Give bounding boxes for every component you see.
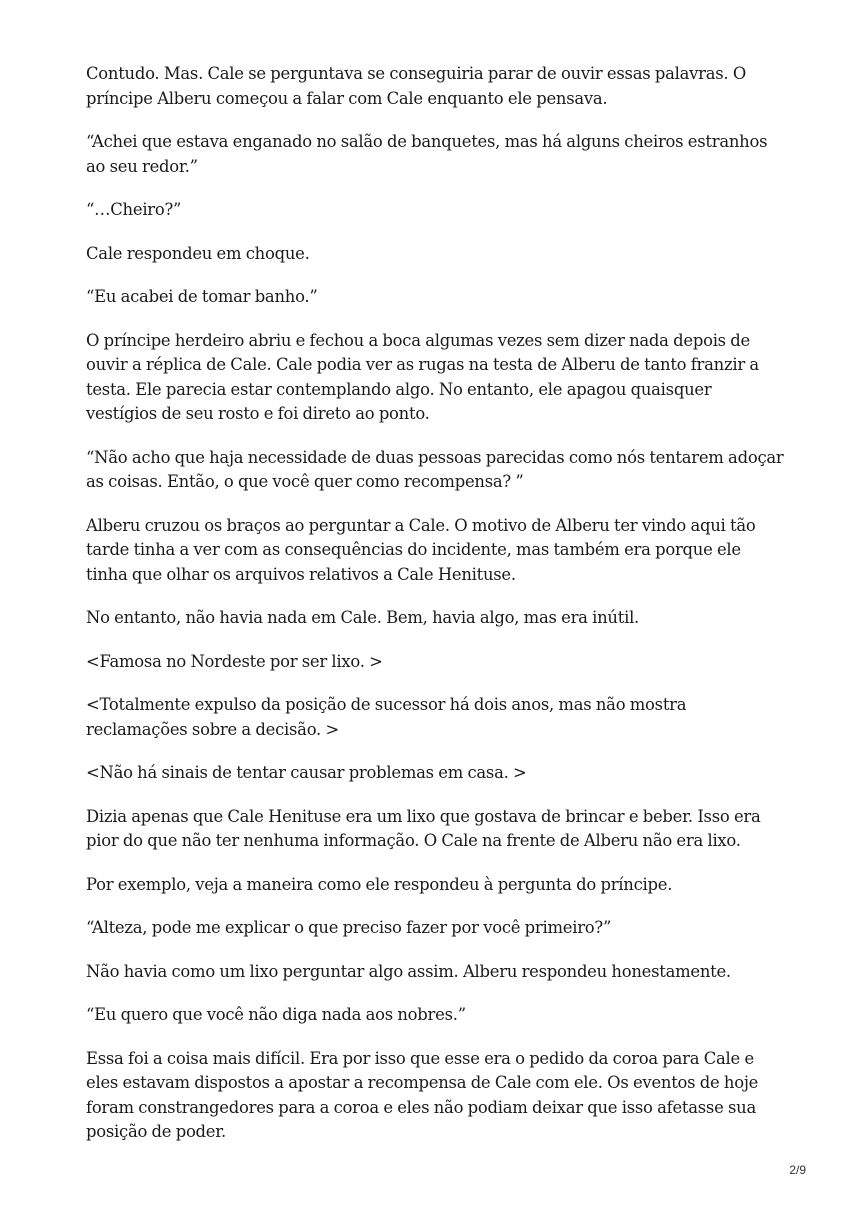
paragraph-8: Alberu cruzou os braços ao perguntar a Cale. O motivo de Alberu ter vindo aqui tão tarde tinha a ver com as consequências do incidente, mas também era porque ele tinha que olhar os arquivos relativos a Cale Henituse. (86, 515, 756, 584)
paragraph-1: Contudo. Mas. Cale se perguntava se conseguiria parar de ouvir essas palavras. O príncipe Alberu começou a falar com Cale enquanto ele pensava. (86, 64, 747, 108)
paragraph-7: “Não acho que haja necessidade de duas pessoas parecidas como nós tentarem adoçar as coisas. Então, o que você quer como recompensa? ” (86, 447, 784, 491)
paragraph-15: “Alteza, pode me explicar o que preciso fazer por você primeiro?” (86, 918, 612, 937)
page-number: 2/9 (789, 1163, 806, 1177)
paragraph-3: “…Cheiro?” (86, 200, 182, 219)
paragraph-9: No entanto, não havia nada em Cale. Bem, havia algo, mas era inútil. (86, 608, 640, 627)
paragraph-12: <Não há sinais de tentar causar problemas em casa. > (86, 763, 527, 782)
paragraph-4: Cale respondeu em choque. (86, 243, 310, 263)
document-page (86, 62, 786, 1164)
paragraph-14: Por exemplo, veja a maneira como ele respondeu à pergunta do príncipe. (86, 874, 673, 894)
paragraph-6: O príncipe herdeiro abriu e fechou a boca algumas vezes sem dizer nada depois de ouvir a réplica de Cale. Cale podia ver as rugas na testa de Alberu de tanto franzir a testa. Ele parecia estar contemplando algo. No entanto, ele apagou quaisquer vestígios de seu rosto e foi direto ao ponto. (86, 330, 759, 423)
paragraph-5: “Eu acabei de tomar banho.” (86, 287, 318, 306)
paragraph-10: <Famosa no Nordeste por ser lixo. > (86, 651, 383, 671)
paragraph-16: Não havia como um lixo perguntar algo assim. Alberu respondeu honestamente. (86, 961, 731, 981)
paragraph-2: “Achei que estava enganado no salão de banquetes, mas há alguns cheiros estranhos ao seu redor.” (86, 132, 768, 176)
paragraph-13: Dizia apenas que Cale Henituse era um lixo que gostava de brincar e beber. Isso era pior do que não ter nenhuma informação. O Cale na frente de Alberu não era lixo. (86, 806, 761, 850)
paragraph-11: <Totalmente expulso da posição de sucessor há dois anos, mas não mostra reclamações sobre a decisão. > (86, 695, 687, 739)
paragraph-18: Essa foi a coisa mais difícil. Era por isso que esse era o pedido da coroa para Cale e eles estavam dispostos a apostar a recompensa de Cale com ele. Os eventos de hoje foram constrangedores para a coroa e eles não podiam deixar que isso afetasse sua posição de poder. (86, 1048, 759, 1141)
paragraph-17: “Eu quero que você não diga nada aos nobres.” (86, 1005, 466, 1024)
